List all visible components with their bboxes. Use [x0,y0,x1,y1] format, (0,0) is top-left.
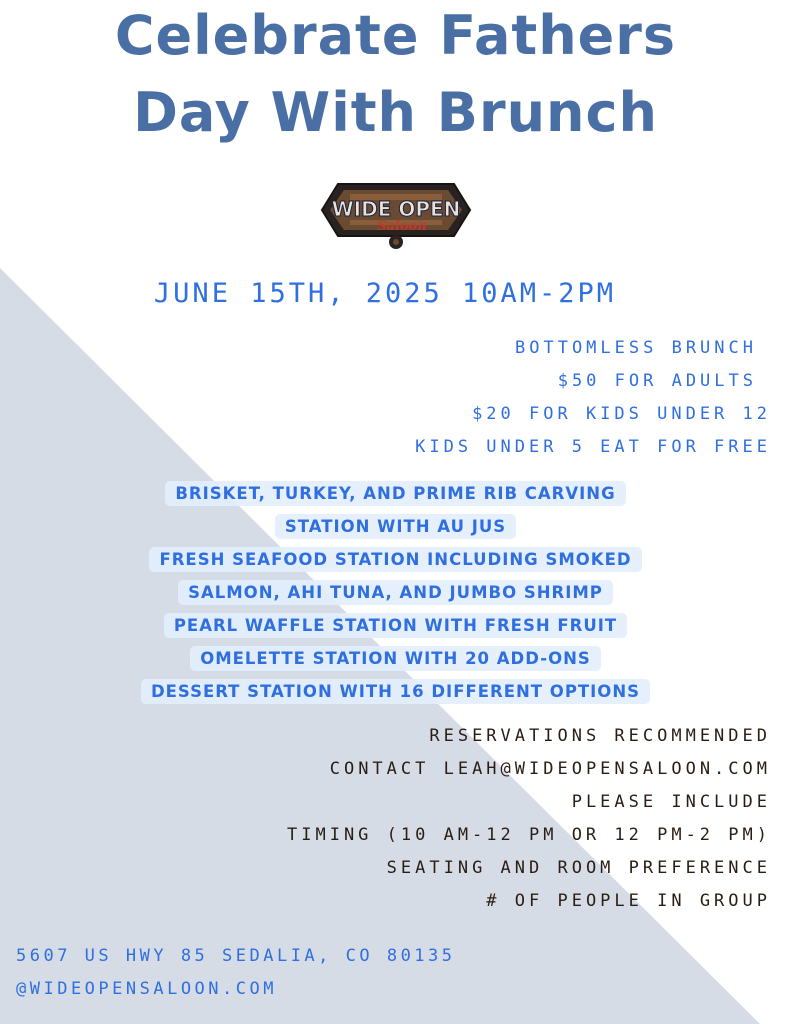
contact-email-line: CONTACT LEAH@WIDEOPENSALOON.COM [329,759,771,779]
pricing-line: $50 FOR ADULTS [557,371,757,391]
menu-item: STATION WITH AU JUS [0,514,791,539]
website-handle: @WIDEOPENSALOON.COM [16,979,277,999]
reservation-line: RESERVATIONS RECOMMENDED [429,726,771,746]
reservation-line: TIMING (10 AM-12 PM OR 12 PM-2 PM) [287,825,771,845]
menu-item: OMELETTE STATION WITH 20 ADD-ONS [0,646,791,671]
menu-item: DESSERT STATION WITH 16 DIFFERENT OPTIONS [0,679,791,704]
reservation-line: PLEASE INCLUDE [571,792,771,812]
pricing-line: $20 FOR KIDS UNDER 12 [472,404,771,424]
menu-item: FRESH SEAFOOD STATION INCLUDING SMOKED [0,547,791,572]
menu-item: SALMON, AHI TUNA, AND JUMBO SHRIMP [0,580,791,605]
logo-brand-text: WIDE OPEN [331,197,461,221]
event-date: JUNE 15TH, 2025 10AM-2PM [153,278,617,309]
logo-script-text: Saloon [377,219,427,234]
page-title-line-2: Day With Brunch [133,81,658,144]
pricing-line: BOTTOMLESS BRUNCH [515,338,757,358]
reservation-line: SEATING AND ROOM PREFERENCE [386,858,771,878]
menu-item: BRISKET, TURKEY, AND PRIME RIB CARVING [0,481,791,506]
wide-open-saloon-logo [320,170,472,252]
menu-item: PEARL WAFFLE STATION WITH FRESH FRUIT [0,613,791,638]
pricing-line: KIDS UNDER 5 EAT FOR FREE [415,437,771,457]
reservation-line: # OF PEOPLE IN GROUP [486,891,771,911]
page-title-line-1: Celebrate Fathers [114,4,677,67]
address: 5607 US HWY 85 SEDALIA, CO 80135 [16,946,456,966]
